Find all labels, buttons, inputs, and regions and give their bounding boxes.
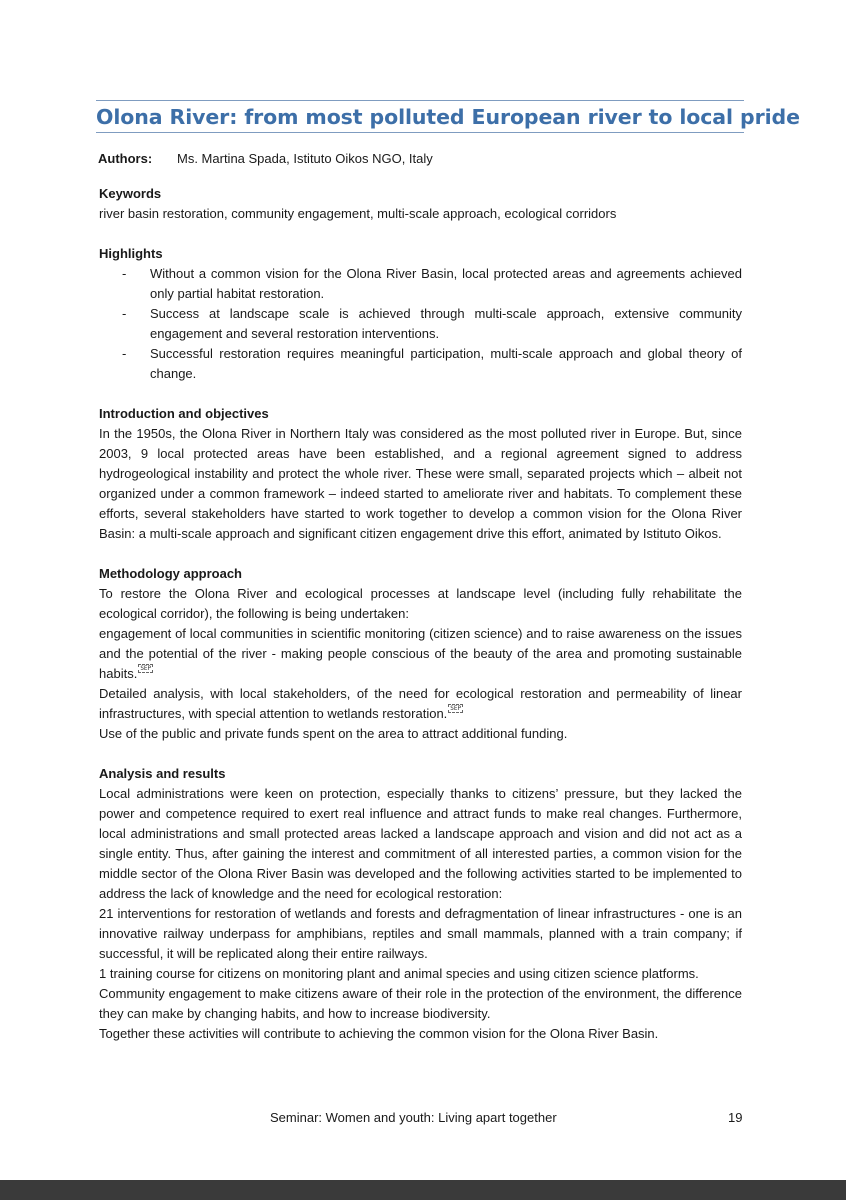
authors-line xyxy=(98,150,433,168)
keywords-text: river basin restoration, community engagement, multi-scale approach, ecological corridors xyxy=(99,206,617,221)
list-item: - Success at landscape scale is achieved through multi-scale approach, extensive community engagement and several restoration interventions. xyxy=(122,306,742,341)
title-block xyxy=(96,100,800,133)
introduction-heading: Introduction and objectives xyxy=(99,406,269,421)
authors-label: Authors: xyxy=(98,151,153,166)
document-body xyxy=(99,184,742,1044)
viewer-background xyxy=(0,1180,846,1200)
analysis-heading: Analysis and results xyxy=(99,766,226,781)
list-item: - Without a common vision for the Olona River Basin, local protected areas and agreements achieved only partial habitat restoration. xyxy=(122,266,742,301)
methodology-heading: Methodology approach xyxy=(99,566,242,581)
separator-mark-icon: SEP xyxy=(140,665,152,672)
page-number: 19 xyxy=(728,1110,743,1125)
keywords-heading: Keywords xyxy=(99,186,162,201)
highlights-heading: Highlights xyxy=(99,246,163,261)
methodology-item: engagement of local communities in scientific monitoring (citizen science) and to raise awareness on the issues and the potential of the river - making people conscious of the beauty of the area and promoting sustainable habits. SEP xyxy=(99,626,742,681)
methodology-intro: To restore the Olona River and ecological processes at landscape level (including fully rehabilitate the ecological corridor), the following is being undertaken: xyxy=(99,586,742,621)
analysis-paragraph: Together these activities will contribute to achieving the common vision for the Olona River Basin. xyxy=(99,1026,659,1041)
page-footer: Seminar: Women and youth: Living apart together xyxy=(270,1110,557,1125)
page-title: Olona River: from most polluted European river to local pride xyxy=(96,105,800,129)
highlights-list xyxy=(99,264,742,384)
analysis-paragraph: 1 training course for citizens on monitoring plant and animal species and using citizen science platforms. xyxy=(99,966,699,981)
analysis-paragraph: 21 interventions for restoration of wetlands and forests and defragmentation of linear infrastructures - one is an innovative railway underpass for amphibians, reptiles and small mammals, planned with a train company; if successful, it will be replicated along their entire railways. xyxy=(99,906,742,961)
analysis-paragraph: Community engagement to make citizens aware of their role in the protection of the environment, the difference they can make by changing habits, and how to increase biodiversity. xyxy=(99,986,742,1021)
analysis-paragraph: Local administrations were keen on protection, especially thanks to citizens’ pressure, but they lacked the power and competence required to exert real influence and attract funds to make real changes. Furthermore, local administrations and small protected areas lacked a landscape approach and vision and did not act as a single entity. Thus, after gaining the interest and commitment of all interested parties, a common vision for the middle sector of the Olona River Basin was developed and the following activities started to be implemented to address the lack of knowledge and the need for ecological restoration: xyxy=(99,786,742,901)
introduction-text: In the 1950s, the Olona River in Northern Italy was considered as the most polluted river in Europe. But, since 2003, 9 local protected areas have been established, and a regional agreement signed to address hydrogeological instability and protect the whole river. These were small, separated projects which – albeit not organized under a common framework – indeed started to ameliorate river and habitats. To complement these efforts, several stakeholders have started to work together to develop a common vision for the Olona River Basin: a multi-scale approach and significant citizen engagement drive this effort, animated by Istituto Oikos. xyxy=(99,426,742,541)
list-item: - Successful restoration requires meaningful participation, multi-scale approach and global theory of change. xyxy=(122,346,742,381)
authors-value: Ms. Martina Spada, Istituto Oikos NGO, Italy xyxy=(177,151,433,166)
separator-mark-icon: SEP xyxy=(450,705,462,712)
methodology-item: Detailed analysis, with local stakeholders, of the need for ecological restoration and permeability of linear infrastructures, with special attention to wetlands restoration. SEP xyxy=(99,686,742,721)
methodology-item: Use of the public and private funds spent on the area to attract additional funding. xyxy=(99,726,568,741)
